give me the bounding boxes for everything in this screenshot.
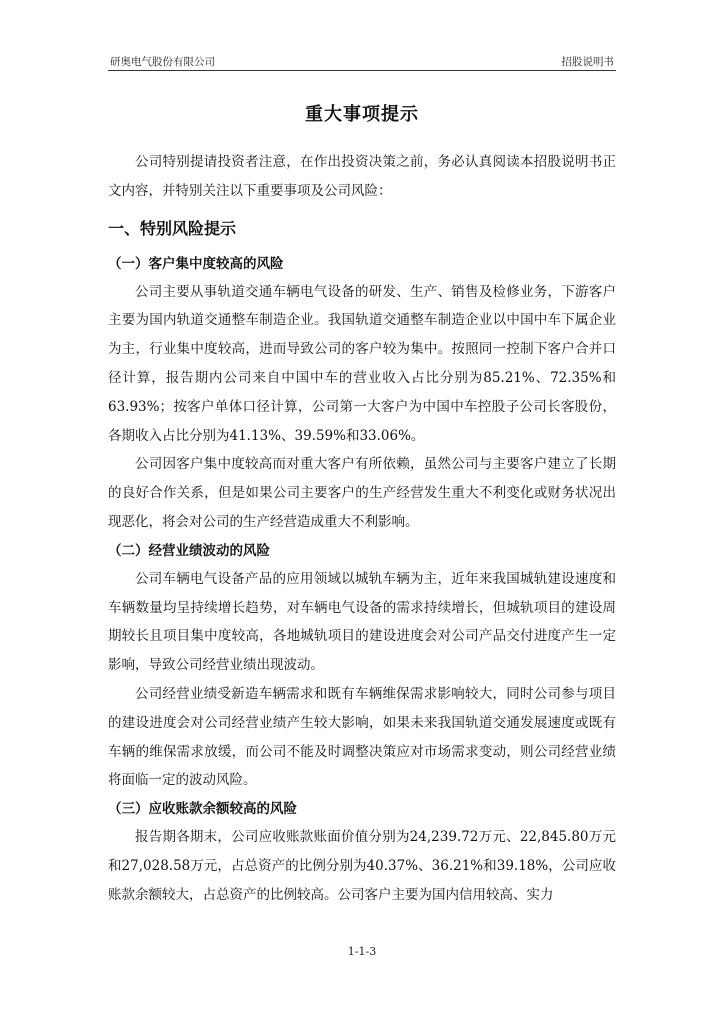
intro-paragraph: 公司特别提请投资者注意，在作出投资决策之前，务必认真阅读本招股说明书正文内容，并特别关注以下重要事项及公司风险： — [108, 154, 616, 199]
paragraph: 报告期各期末，公司应收账款账面价值分别为24,239.72万元、22,845.80万元和27,028.58万元，占总资产的比例分别为40.37%、36.21%和39.18%，公司应收账款余额较大，占总资产的比例较高。公司客户主要为国内信用较高、实力 — [108, 829, 616, 903]
paragraph: 公司车辆电气设备产品的应用领域以城轨车辆为主，近年来我国城轨建设速度和车辆数量均呈持续增长趋势，对车辆电气设备的需求持续增长，但城轨项目的建设周期较长且项目集中度较高，各地城轨项目的建设进度会对公司产品交付进度产生一定影响，导致公司经营业绩出现波动。 — [108, 570, 616, 674]
subsection-heading-receivables: （三）应收账款余额较高的风险 — [108, 801, 297, 818]
subsection-heading-performance-fluctuation: （二）经营业绩波动的风险 — [108, 542, 270, 559]
header-document-name: 招股说明书 — [561, 56, 614, 68]
header-divider — [108, 70, 616, 71]
header-company-name: 研奥电气股份有限公司 — [110, 56, 215, 68]
section-heading-special-risks: 一、特别风险提示 — [108, 218, 237, 238]
paragraph: 公司因客户集中度较高而对重大客户有所依赖，虽然公司与主要客户建立了长期的良好合作关系，但是如果公司主要客户的生产经营发生重大不利变化或财务状况出现恶化，将会对公司的生产经营造成重大不利影响。 — [108, 456, 616, 530]
paragraph: 公司经营业绩受新造车辆需求和既有车辆维保需求影响较大，同时公司参与项目的建设进度会对公司经营业绩产生较大影响，如果未来我国轨道交通发展速度或既有车辆的维保需求放缓，而公司不能及时调整决策应对市场需求变动，则公司经营业绩将面临一定的波动风险。 — [108, 685, 616, 789]
page-header — [108, 54, 616, 70]
page-title: 重大事项提示 — [305, 104, 419, 125]
page-number: 1-1-3 — [347, 945, 377, 958]
paragraph: 公司主要从事轨道交通车辆电气设备的研发、生产、销售及检修业务，下游客户主要为国内轨道交通整车制造企业。我国轨道交通整车制造企业以中国中车下属企业为主，行业集中度较高，进而导致公司的客户较为集中。按照同一控制下客户合并口径计算，报告期内公司来自中国中车的营业收入占比分别为85.21%、72.35%和63.93%；按客户单体口径计算，公司第一大客户为中国中车控股子公司长客股份，各期收入占比分别为41.13%、39.59%和33.06%。 — [108, 283, 616, 444]
document-body — [108, 148, 616, 910]
subsection-heading-customer-concentration: （一）客户集中度较高的风险 — [108, 255, 284, 272]
